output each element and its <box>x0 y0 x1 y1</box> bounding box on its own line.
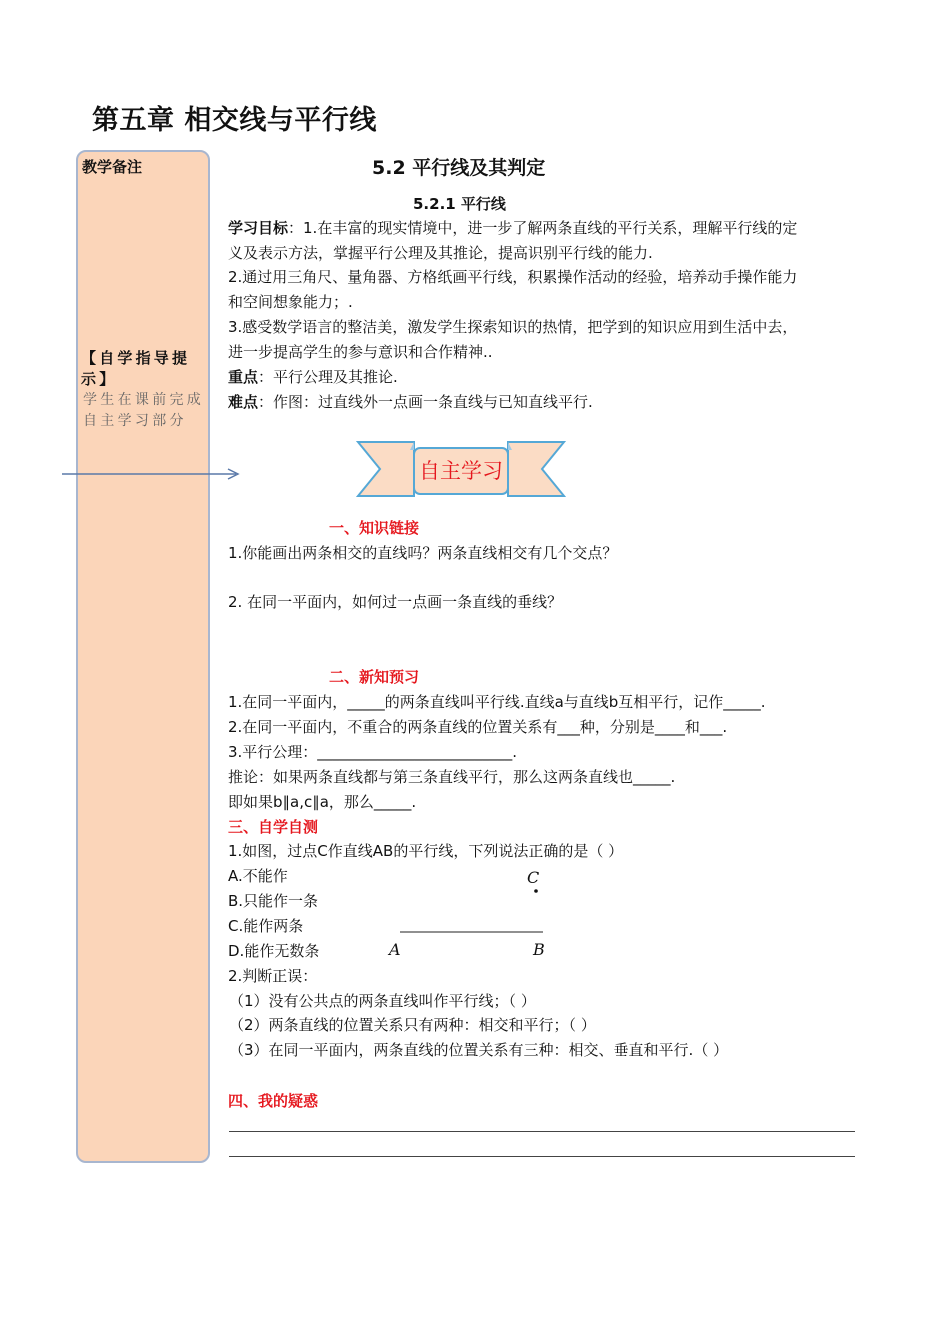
part1-q1: 1.你能画出两条相交的直线吗？两条直线相交有几个交点？ <box>228 544 618 562</box>
section-title: 5.2 平行线及其判定 <box>372 157 546 179</box>
part3-q2: 2.判断正误： <box>228 967 318 985</box>
chapter-title: 第五章 相交线与平行线 <box>92 105 377 136</box>
part2-line-3: 3.平行公理：__________________________. <box>228 743 518 761</box>
figure-point-b-label: B <box>533 940 545 959</box>
option-a: A.不能作 <box>228 867 288 885</box>
point-c-dot <box>534 889 538 893</box>
objectives-label: 学习目标 <box>228 219 289 237</box>
guide-text: 学生在课前完成自主学习部分 <box>83 392 205 429</box>
part2-line-4: 推论：如果两条直线都与第三条直线平行，那么这两条直线也_____. <box>228 768 676 786</box>
answer-line-2 <box>229 1156 855 1157</box>
figure-point-a-label: A <box>389 940 401 959</box>
objectives-line-5: 3.感受数学语言的整洁美，激发学生探索知识的热情，把学到的知识应用到生活中去， <box>228 318 798 336</box>
option-c: C.能作两条 <box>228 917 304 935</box>
key-point: 重点：平行公理及其推论. <box>228 368 398 386</box>
part3-title: 三、自学自测 <box>228 818 319 836</box>
teaching-notes-sidebar <box>76 150 210 1163</box>
objectives-line-4: 和空间想象能力；. <box>228 293 353 311</box>
sidebar-title: 教学备注 <box>82 158 143 176</box>
objectives-line-3: 2.通过用三角尺、量角器、方格纸画平行线，积累操作活动的经验，培养动手操作能力 <box>228 268 798 286</box>
guide-title: 【自学指导提示】 <box>81 349 191 388</box>
difficulty: 难点：作图：过直线外一点画一条直线与已知直线平行. <box>228 393 593 411</box>
part2-title: 二、新知预习 <box>329 668 420 686</box>
judge-2: （2）两条直线的位置关系只有两种：相交和平行；（ ） <box>229 1016 596 1034</box>
part3-q1: 1.如图，过点C作直线AB的平行线，下列说法正确的是（ ） <box>228 842 624 860</box>
part1-q2: 2. 在同一平面内，如何过一点画一条直线的垂线？ <box>228 593 563 611</box>
part2-line-1: 1.在同一平面内，_____的两条直线叫平行线.直线a与直线b互相平行，记作_____. <box>228 693 766 711</box>
banner-text: 自主学习 <box>419 459 503 483</box>
answer-line-1 <box>229 1131 855 1132</box>
objectives-line-6: 进一步提高学生的参与意识和合作精神.. <box>228 343 493 361</box>
judge-3: （3）在同一平面内，两条直线的位置关系有三种：相交、垂直和平行.（ ） <box>229 1041 729 1059</box>
objectives-line-1: 学习目标：1.在丰富的现实情境中，进一步了解两条直线的平行关系，理解平行线的定 <box>228 219 798 237</box>
objectives-line-2: 义及表示方法，掌握平行公理及其推论，提高识别平行线的能力. <box>228 244 653 262</box>
judge-1: （1）没有公共点的两条直线叫作平行线；（ ） <box>229 992 536 1010</box>
self-study-banner <box>356 438 566 500</box>
subsection-title: 5.2.1 平行线 <box>413 195 506 213</box>
arrow-right-icon <box>62 466 244 482</box>
part2-line-2: 2.在同一平面内，不重合的两条直线的位置关系有___种，分别是____和___. <box>228 718 728 736</box>
option-d: D.能作无数条 <box>228 942 320 960</box>
part4-title: 四、我的疑惑 <box>228 1092 319 1110</box>
geometry-figure <box>398 885 548 935</box>
option-b: B.只能作一条 <box>228 892 319 910</box>
part2-line-5: 即如果b∥a,c∥a，那么_____. <box>228 793 417 811</box>
figure-point-c-label: C <box>527 868 540 887</box>
part1-title: 一、知识链接 <box>329 519 420 537</box>
